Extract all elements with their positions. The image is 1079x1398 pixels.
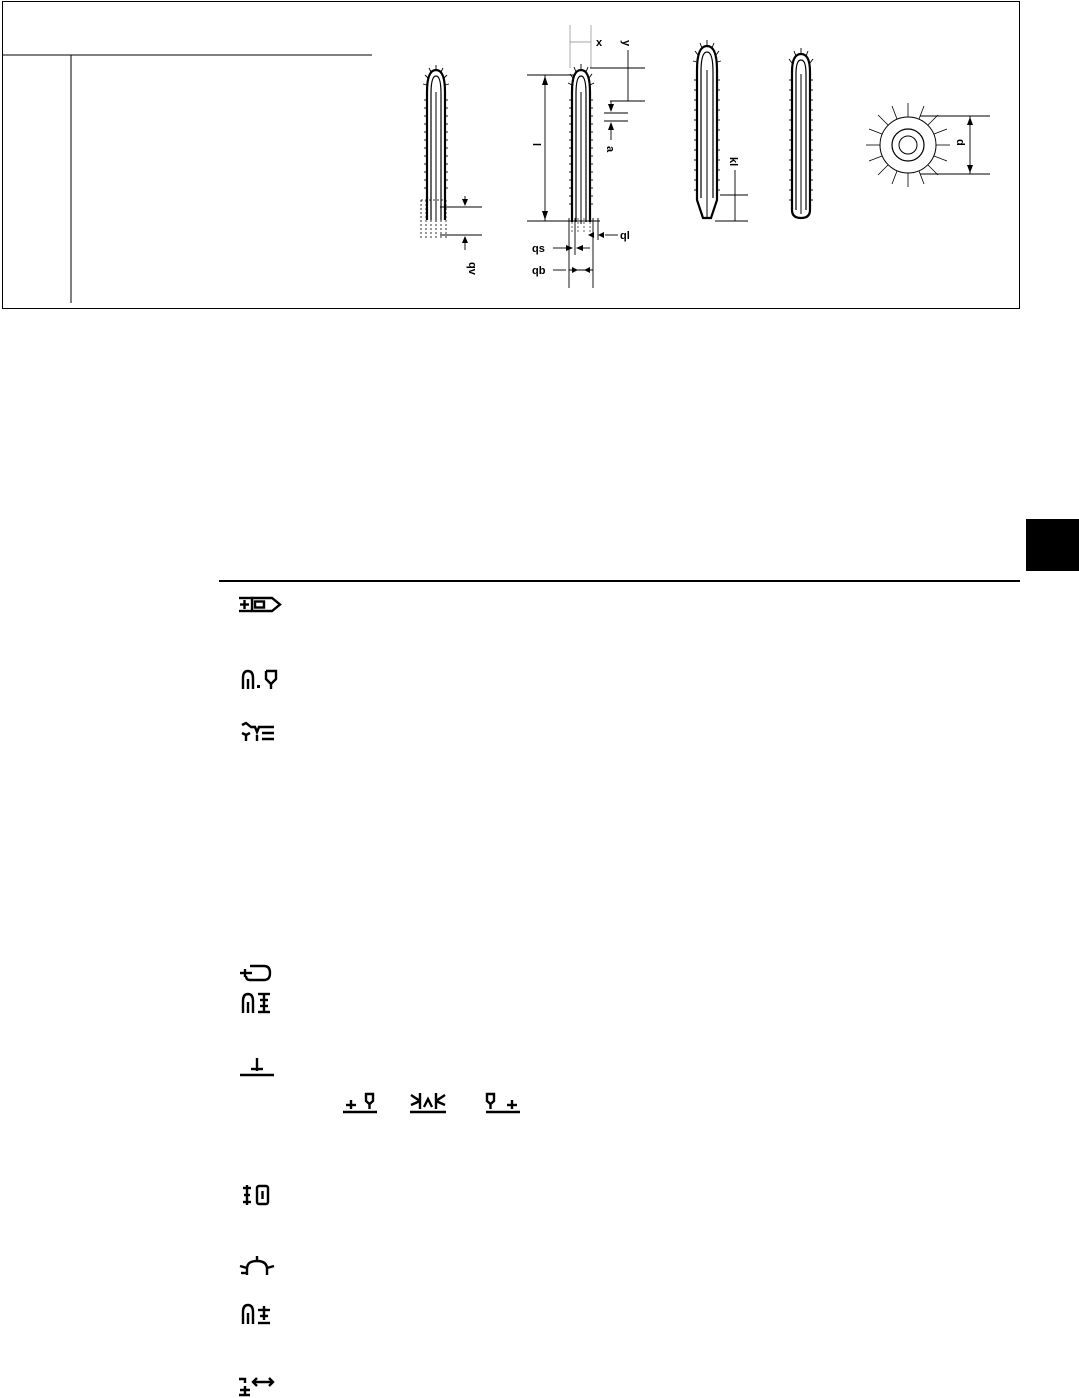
label-l: l: [530, 143, 542, 147]
section-tab-marker: [1026, 519, 1079, 571]
pin-diagram-3: [693, 40, 748, 221]
label-kl: kl: [727, 157, 739, 167]
label-d: d: [954, 139, 966, 146]
loop-anchor-symbol-icon: [484, 1091, 522, 1115]
section-rule: [219, 580, 1020, 582]
loop-stack-symbol-icon: [240, 991, 274, 1015]
arch-symbol-icon: [238, 1255, 276, 1279]
pin-insert-symbol-icon: [238, 594, 282, 616]
spread-symbol-icon: [408, 1089, 448, 1115]
label-y: y: [620, 40, 632, 47]
vertical-adjust-symbol-icon: [240, 1183, 274, 1207]
anchor-loop-symbol-icon: [341, 1091, 379, 1115]
label-x: x: [596, 37, 603, 49]
pin-cross-section: [866, 103, 990, 187]
loop-pair-symbol-icon: [240, 669, 280, 691]
label-ql: ql: [620, 230, 630, 242]
pin-diagram-4: [789, 48, 813, 218]
cotter-pin-diagrams: [0, 0, 1079, 312]
horizontal-adjust-symbol-icon: [236, 1374, 276, 1398]
loop-bars-symbol-icon: [240, 1302, 274, 1326]
label-qb: qb: [532, 265, 546, 277]
label-qv: qv: [466, 262, 478, 275]
branch-symbol-icon: [240, 721, 278, 743]
baseline-anchor-symbol-icon: [238, 1054, 276, 1078]
label-a: a: [604, 146, 616, 153]
return-loop-symbol-icon: [238, 962, 272, 984]
pin-diagram-1: [421, 65, 482, 250]
label-qs: qs: [532, 243, 545, 255]
